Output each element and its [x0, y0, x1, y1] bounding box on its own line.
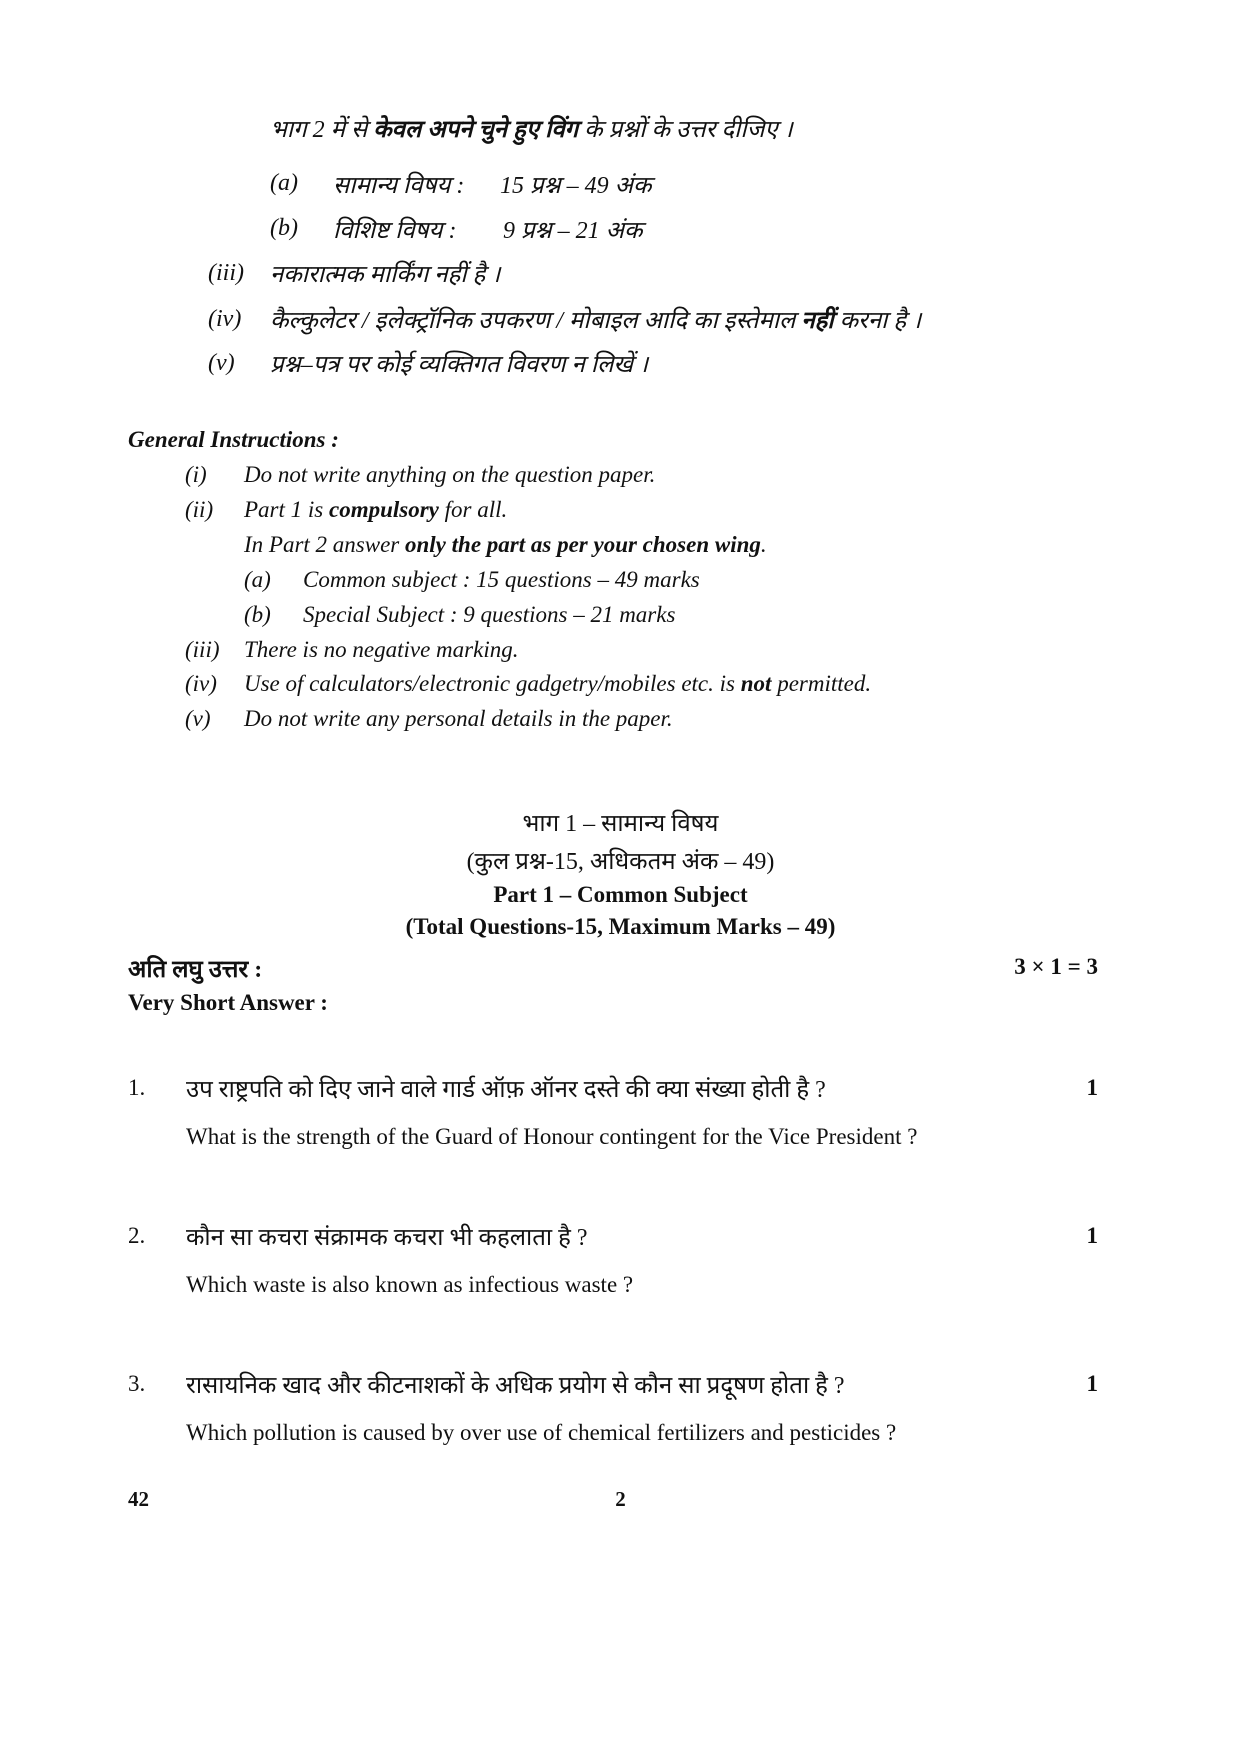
- hindi-item-iv-text: कैल्कुलेटर / इलेक्ट्रॉनिक उपकरण / मोबाइल आदि का इस्तेमाल नहीं करना है ।: [270, 308, 922, 334]
- gi-item-i-text: Do not write anything on the question paper.: [244, 462, 656, 487]
- hindi-item-v-marker: (v): [208, 350, 235, 376]
- gi-item-ii-marker: (ii): [185, 497, 214, 522]
- gi-item-v-marker: (v): [185, 706, 211, 731]
- gi-sub-a-text: Common subject : 15 questions – 49 marks: [303, 567, 700, 592]
- gi-item-iv-marker: (iv): [185, 671, 217, 696]
- part1-hindi-title: भाग 1 – सामान्य विषय: [522, 811, 719, 837]
- question-number: 1.: [128, 1075, 146, 1100]
- section-hindi-label: अति लघु उत्तर :: [128, 957, 263, 983]
- question-english-text: Which waste is also known as infectious waste ?: [186, 1272, 634, 1297]
- question-marks: 1: [1086, 1223, 1098, 1248]
- gi-sub-a-marker: (a): [244, 567, 271, 592]
- gi-item-iv-text: Use of calculators/electronic gadgetry/mobiles etc. is not permitted.: [244, 671, 872, 696]
- question-english-text: Which pollution is caused by over use of chemical fertilizers and pesticides ?: [186, 1420, 897, 1445]
- question-hindi-text: रासायनिक खाद और कीटनाशकों के अधिक प्रयोग से कौन सा प्रदूषण होता है ?: [186, 1373, 845, 1399]
- hindi-sub-item-a-value: 15 प्रश्न – 49 अंक: [500, 173, 652, 199]
- gi-part2-line: In Part 2 answer only the part as per your chosen wing.: [244, 532, 767, 557]
- hindi-item-v-text: प्रश्न–पत्र पर कोई व्यक्तिगत विवरण न लिखें ।: [270, 352, 649, 378]
- gi-item-iii-marker: (iii): [185, 637, 220, 662]
- part1-english-subtitle: (Total Questions-15, Maximum Marks – 49): [405, 914, 836, 939]
- hindi-item-iv-marker: (iv): [208, 306, 242, 332]
- gi-item-i-marker: (i): [185, 462, 207, 487]
- general-instructions-heading: General Instructions :: [128, 427, 339, 452]
- hindi-sub-item-b-value: 9 प्रश्न – 21 अंक: [503, 218, 643, 244]
- question-number: 3.: [128, 1371, 146, 1396]
- question-number: 2.: [128, 1223, 146, 1248]
- hindi-sub-item-a-label: सामान्य विषय :: [333, 173, 465, 199]
- question-english-text: What is the strength of the Guard of Honour contingent for the Vice President ?: [186, 1124, 918, 1149]
- section-marks: 3 × 1 = 3: [1014, 954, 1098, 979]
- gi-sub-b-text: Special Subject : 9 questions – 21 marks: [303, 602, 676, 627]
- section-english-label: Very Short Answer :: [128, 990, 328, 1015]
- question-marks: 1: [1086, 1371, 1098, 1396]
- hindi-sub-item-a: (a): [270, 170, 298, 196]
- hindi-sub-item-b-label: विशिष्ट विषय :: [333, 218, 457, 244]
- part1-english-title: Part 1 – Common Subject: [493, 882, 748, 907]
- hindi-sub-item-b: (b): [270, 215, 298, 241]
- gi-item-ii-text: Part 1 is compulsory for all.: [244, 497, 508, 522]
- hindi-item-iii-marker: (iii): [208, 260, 244, 286]
- hindi-item-iii-text: नकारात्मक मार्किंग नहीं है ।: [270, 262, 501, 288]
- part1-hindi-subtitle: (कुल प्रश्न-15, अधिकतम अंक – 49): [466, 849, 775, 875]
- hindi-part2-instruction: भाग 2 में से केवल अपने चुने हुए विंग के प्रश्नों के उत्तर दीजिए ।: [270, 117, 793, 143]
- gi-item-v-text: Do not write any personal details in the paper.: [244, 706, 673, 731]
- question-hindi-text: कौन सा कचरा संक्रामक कचरा भी कहलाता है ?: [186, 1225, 588, 1251]
- gi-sub-b-marker: (b): [244, 602, 271, 627]
- page-number: 2: [615, 1487, 626, 1511]
- gi-item-iii-text: There is no negative marking.: [244, 637, 519, 662]
- paper-code: 42: [128, 1487, 149, 1511]
- question-hindi-text: उप राष्ट्रपति को दिए जाने वाले गार्ड ऑफ़ ऑनर दस्ते की क्या संख्या होती है ?: [186, 1077, 826, 1103]
- question-marks: 1: [1086, 1075, 1098, 1100]
